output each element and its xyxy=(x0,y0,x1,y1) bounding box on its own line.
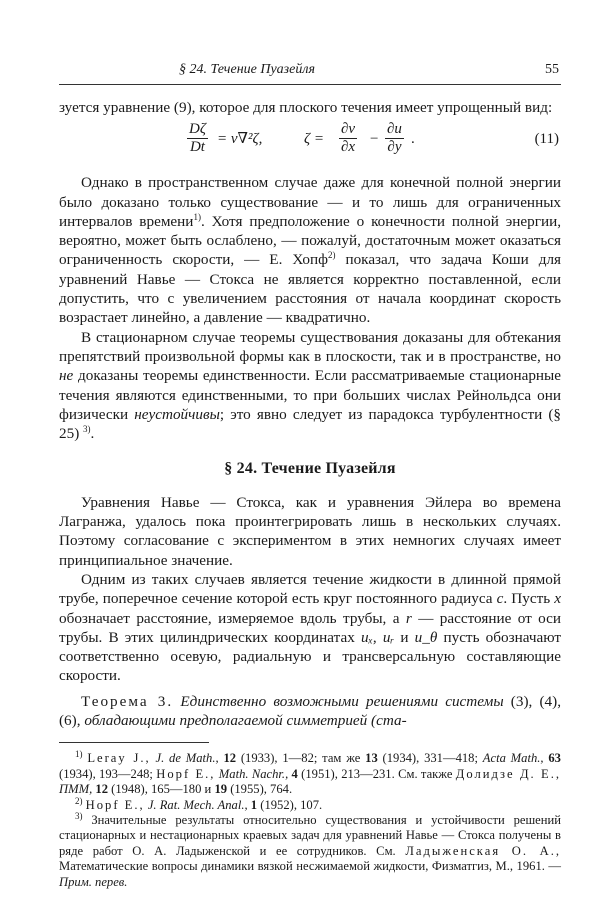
paragraph-pipe-flow: Одним из таких случаев является течение жидкости в длинной прямой трубе, поперечное сечение которой есть круг постоянного радиуса c. Пусть x обозначает расстояние, измеряемое вдоль трубы, а r — расстояние от оси трубы. В этих цилиндрических координатах uₓ, uᵣ и u_θ пусть обозначают соответственно осевую, радиальную и трансверсальную составляющие скорости. xyxy=(59,570,561,685)
equation-number: (11) xyxy=(534,131,559,148)
paragraph-energy: Однако в пространственном случае даже для конечной полной энергии было доказано только существование — и то лишь для ограниченных интервалов времени$^{1)}$. Хотя предположение о конечности полной энергии, вероятно, может быть ослаблено, — пожалуй, достаточным может оказаться ограниченность скорости, — Е. Хопф$^{2)}$ показал, что задача Коши для уравнений Навье — Стокса не является корректно поставленной, если допустить, что с увеличением расстояния от начала координат скорость возрастает линейно, а давление — квадратично. xyxy=(59,174,562,327)
footnote-ref-1: 1) xyxy=(193,211,201,222)
body-text xyxy=(59,98,561,890)
footnote-rule xyxy=(59,742,209,743)
paragraph-navier-stokes: Уравнения Навье — Стокса, как и уравнения Эйлера во времена Лагранжа, удалось пока проинтегрировать лишь в нескольких случаях. Поэтому согласование с экспериментом в этих немногих случаях имеет принципиальное значение. xyxy=(59,493,561,569)
footnotes xyxy=(59,751,561,890)
page-number: 55 xyxy=(545,62,559,77)
equation-end: . xyxy=(411,131,415,148)
footnote-2: $^{2)}$ Hopf E., J. Rat. Mech. Anal., 1 (1952), 107. xyxy=(75,795,323,812)
footnote-3: $^{3)}$ Значительные результаты относительно существования и устойчивости решений стационарных и нестационарных краевых задач для уравнений Навье — Стокса получены в ряде работ О. А. Ладыженской и ее сотрудников. См. Ладыженская О. А., Математические вопросы динамики вязкой несжимаемой жидкости, Физматгиз, М., 1961. — Прим. перев. xyxy=(59,810,561,889)
footnote-1: $^{1)}$ Leray J., J. de Math., 12 (1933), 1—82; там же 13 (1934), 331—418; Acta Math., 63 (1934), 193—248; Hopf E., Math. Nachr., 4 (1951), 213—231. См. также Долидзе Д. Е., ПММ, 12 (1948), 165—180 и 19 (1955), 764. xyxy=(59,749,561,797)
section-heading: § 24. Течение Пуазейля xyxy=(224,460,396,478)
equation-lhs-rest: = ν∇²ζ, xyxy=(217,131,263,148)
equation-minus: − xyxy=(370,131,379,148)
running-head-title: § 24. Течение Пуазейля xyxy=(179,62,315,77)
paragraph-continued: зуется уравнение (9), которое для плоского течения имеет упрощенный вид: xyxy=(59,99,553,116)
fraction-dzeta-dt: $\frac{D\zeta}{Dt}$ xyxy=(189,121,206,156)
book-page xyxy=(59,0,561,923)
equation-11 xyxy=(59,119,561,159)
fraction-du-dy: $\frac{\partial u}{\partial y}$ xyxy=(387,121,402,156)
header-rule xyxy=(59,84,561,85)
paragraph-stationary: В стационарном случае теоремы существования доказаны для обтекания препятствий произвольной формы как в плоскости, так и в пространстве, но не доказаны теоремы единственности. Если рассматриваемые стационарные течения являются единственными, то при больших числах Рейнольдса они физически неустойчивы; это явно следует из парадокса турбулентности (§ 25) $^{3)}$. xyxy=(59,328,561,443)
footnote-ref-3: 3) xyxy=(83,424,91,435)
fraction-dv-dx: $\frac{\partial v}{\partial x}$ xyxy=(341,121,356,156)
equation-zeta: ζ = xyxy=(304,131,324,148)
theorem-3: Теорема 3. Единственно возможными решениями системы (3), (4), (6), обладающими предполагаемой симметрией (ста- xyxy=(59,692,561,730)
running-head xyxy=(59,62,561,82)
footnote-ref-2: 2) xyxy=(327,250,336,261)
